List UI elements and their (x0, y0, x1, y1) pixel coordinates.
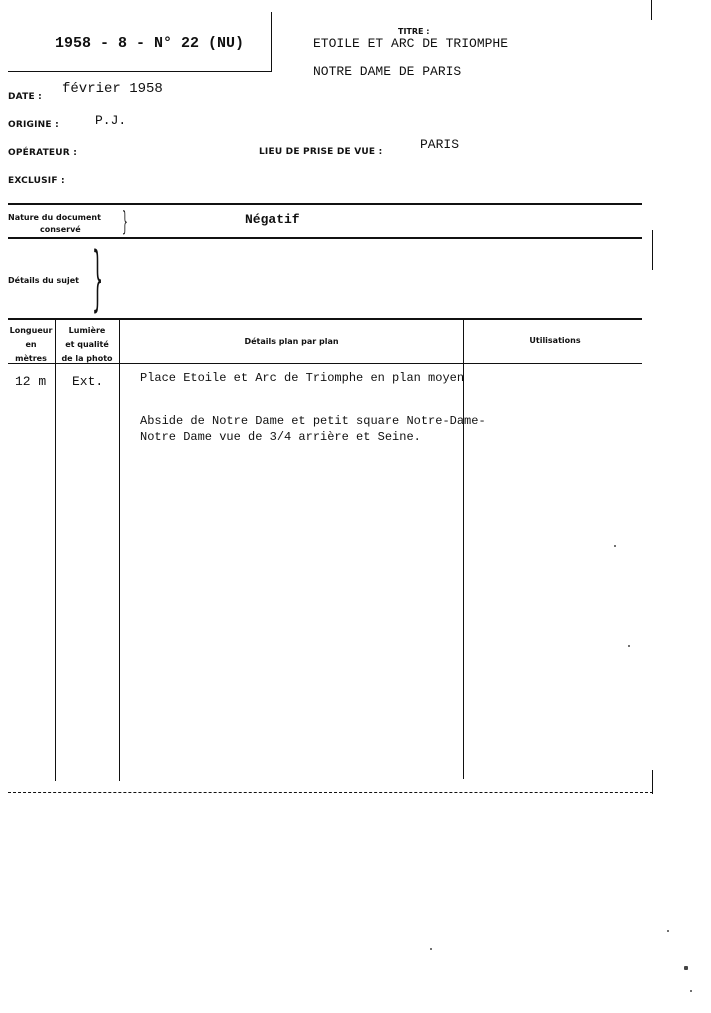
operateur-label: OPÉRATEUR : (8, 148, 78, 158)
row-lumiere: Ext. (72, 374, 104, 389)
edge-mark-top (651, 0, 652, 20)
row-detail-line-1: Place Etoile et Arc de Triomphe en plan moyen (140, 371, 465, 385)
edge-mark-bottom (652, 770, 653, 794)
column-divider-1 (55, 320, 56, 781)
reference-box-bottom-border (8, 71, 272, 72)
scan-speck (667, 930, 669, 932)
nature-top-rule (8, 203, 642, 205)
column-divider-3 (463, 320, 464, 779)
header-bottom-rule (8, 363, 642, 364)
details-sujet-brace: } (92, 237, 104, 319)
scan-speck (690, 990, 692, 992)
card-bottom-rule (8, 792, 653, 793)
origine-value: P.J. (95, 113, 127, 128)
exclusif-label: EXCLUSIF : (8, 176, 65, 186)
header-lumiere: Lumière et qualité de la photo (61, 326, 113, 363)
reference-number: 1958 - 8 - N° 22 (NU) (55, 35, 245, 52)
header-utilisations: Utilisations (529, 336, 581, 345)
row-longueur: 12 m (15, 374, 47, 389)
origine-label: ORIGINE : (8, 120, 59, 130)
date-label: DATE : (8, 92, 42, 102)
nature-brace: } (122, 207, 128, 237)
scan-speck (614, 545, 616, 547)
reference-box-right-border (271, 12, 272, 72)
nature-label-line-2: conservé (40, 225, 81, 234)
lieu-value: PARIS (420, 137, 460, 152)
row-detail-line-2: Abside de Notre Dame et petit square Notre-Dame- (140, 414, 486, 428)
row-detail-line-3: Notre Dame vue de 3/4 arrière et Seine. (140, 430, 421, 444)
scan-speck (430, 948, 432, 950)
column-divider-2 (119, 320, 120, 781)
titre-line-2: NOTRE DAME DE PARIS (313, 64, 462, 79)
scan-speck (628, 645, 630, 647)
lieu-label: LIEU DE PRISE DE VUE : (259, 147, 383, 157)
nature-label-line-1: Nature du document (8, 213, 101, 222)
edge-mark-middle (652, 230, 653, 270)
titre-line-1: ETOILE ET ARC DE TRIOMPHE (313, 36, 509, 51)
table-top-rule (8, 318, 642, 320)
header-longueur: Longueur en mètres (9, 326, 53, 363)
titre-label: TITRE : (398, 27, 430, 36)
header-details-plan: Détails plan par plan (244, 337, 339, 346)
nature-value: Négatif (245, 212, 300, 227)
details-sujet-label: Détails du sujet (8, 276, 79, 285)
date-value: février 1958 (62, 81, 163, 97)
scan-speck (684, 966, 688, 970)
